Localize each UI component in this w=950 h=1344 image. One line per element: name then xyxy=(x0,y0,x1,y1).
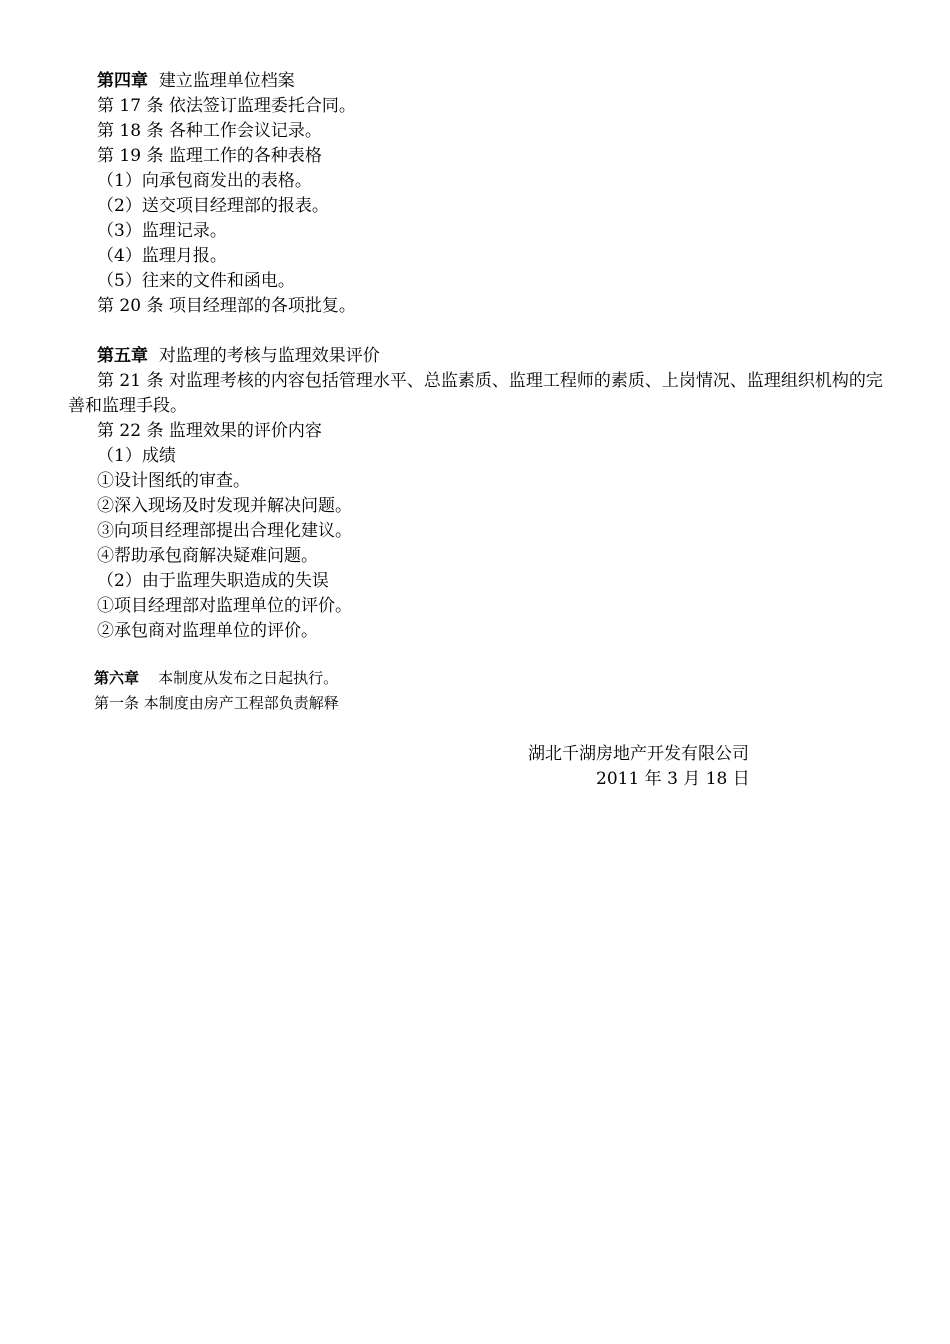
chapter6-heading: 第六章 xyxy=(94,669,140,687)
chapter6-article1: 第一条 本制度由房产工程部负责解释 xyxy=(94,694,339,712)
chapter6-heading-line xyxy=(94,666,338,691)
chapter4-line: 第 18 条 各种工作会议记录。 xyxy=(97,121,322,141)
chapter5-heading: 第五章 xyxy=(97,346,148,366)
chapter5-line: ①设计图纸的审查。 xyxy=(97,471,250,491)
chapter5-line: ①项目经理部对监理单位的评价。 xyxy=(97,596,352,616)
chapter4-line: 第 19 条 监理工作的各种表格 xyxy=(97,146,322,166)
chapter4-heading-line xyxy=(97,69,295,94)
chapter5-article21: 第 21 条 对监理考核的内容包括管理水平、总监素质、监理工程师的素质、上岗情况、监理组织机构的完善和监理手段。 xyxy=(68,371,883,416)
chapter4-line: （5）往来的文件和函电。 xyxy=(97,271,295,291)
chapter4-title: 建立监理单位档案 xyxy=(158,71,295,91)
chapter4-line: （3）监理记录。 xyxy=(97,221,227,241)
chapter4-line: （1）向承包商发出的表格。 xyxy=(97,171,312,191)
chapter6-title: 本制度从发布之日起执行。 xyxy=(158,669,339,687)
chapter4-line: 第 17 条 依法签订监理委托合同。 xyxy=(97,96,356,116)
chapter5-line: ③向项目经理部提出合理化建议。 xyxy=(97,521,352,541)
chapter5-heading-line xyxy=(97,344,380,369)
chapter5-line: 第 22 条 监理效果的评价内容 xyxy=(97,421,322,441)
chapter4-line: 第 20 条 项目经理部的各项批复。 xyxy=(97,296,356,316)
chapter5-line: ②深入现场及时发现并解决问题。 xyxy=(97,496,352,516)
chapter5-line: ②承包商对监理单位的评价。 xyxy=(97,621,318,641)
chapter5-line: （1）成绩 xyxy=(97,446,176,466)
chapter5-line: ④帮助承包商解决疑难问题。 xyxy=(97,546,318,566)
signature-company: 湖北千湖房地产开发有限公司 xyxy=(528,744,749,764)
chapter4-line: （4）监理月报。 xyxy=(97,246,227,266)
chapter5-title: 对监理的考核与监理效果评价 xyxy=(158,346,380,366)
chapter4-heading: 第四章 xyxy=(97,71,148,91)
chapter4-line: （2）送交项目经理部的报表。 xyxy=(97,196,329,216)
signature-date: 2011 年 3 月 18 日 xyxy=(596,769,750,789)
chapter5-line: （2）由于监理失职造成的失误 xyxy=(97,571,329,591)
